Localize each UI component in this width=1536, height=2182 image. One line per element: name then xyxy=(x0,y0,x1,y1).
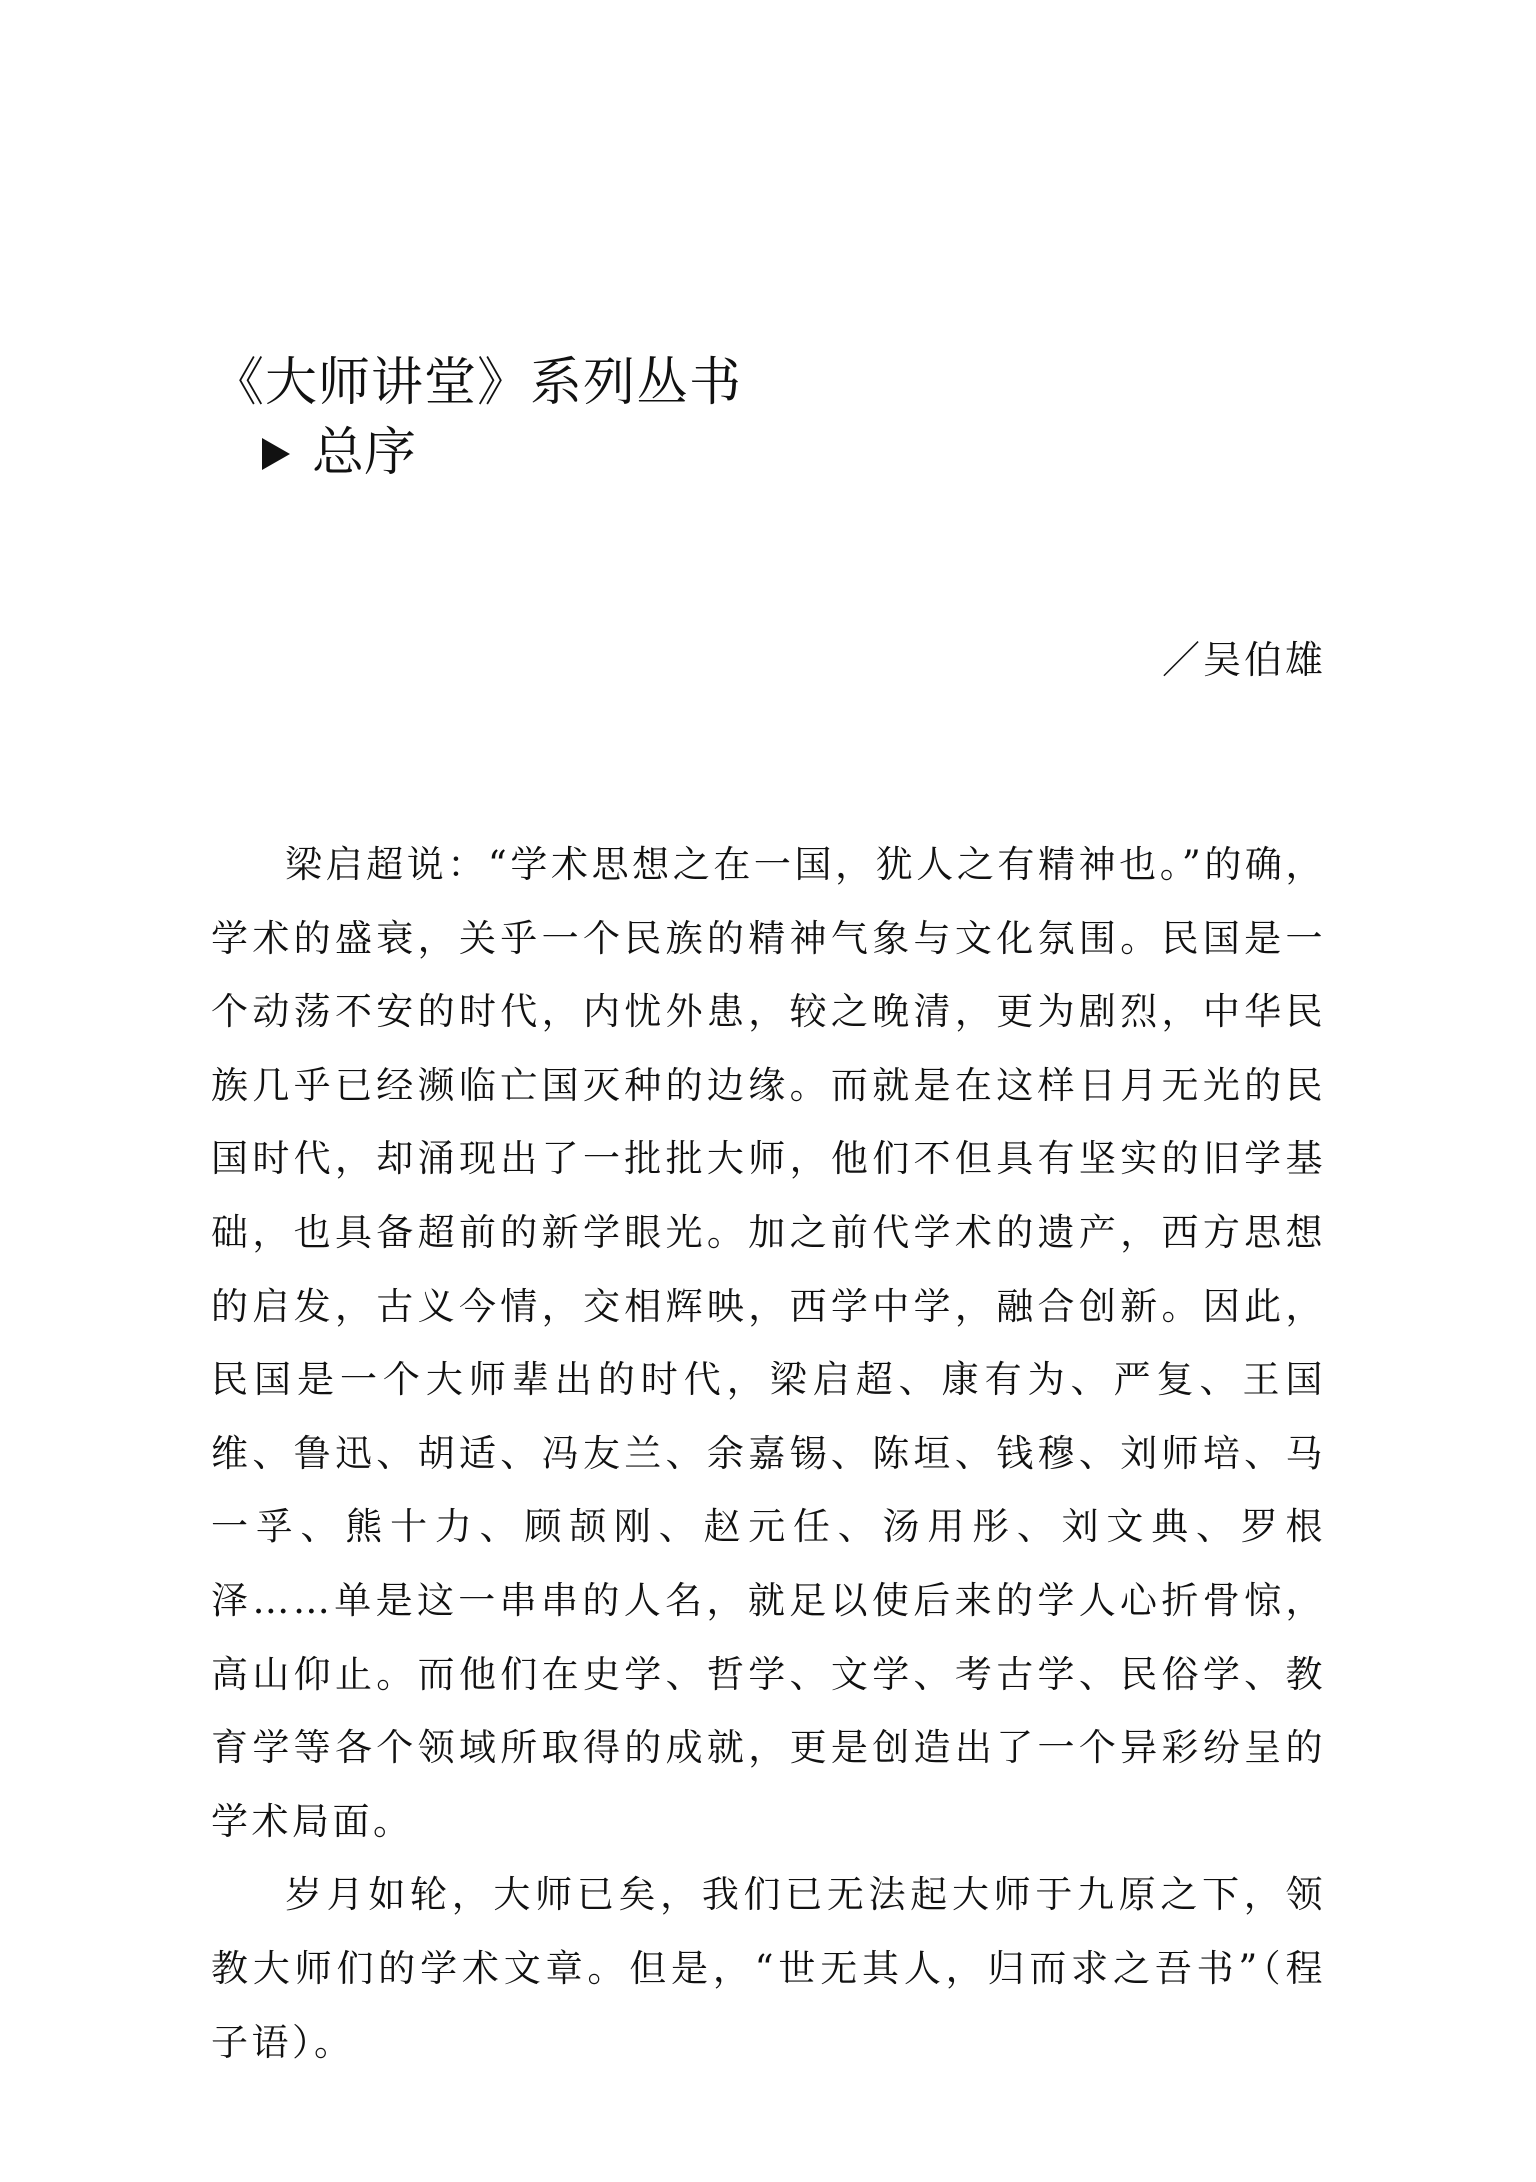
series-title: 《大师讲堂》系列丛书 xyxy=(212,353,743,413)
paragraph: 梁启超说：“学术思想之在一国，犹人之有精神也。”的确，学术的盛衰，关乎一个民族的精神气象与文化氛围。民国是一个动荡不安的时代，内忧外患，较之晚清，更为剧烈，中华民族几乎已经濒临亡国灭种的边缘。而就是在这样日月无光的民国时代，却涌现出了一批批大师，他们不但具有坚实的旧学基础，也具备超前的新学眼光。加之前代学术的遗产，西方思想的启发，古义今情，交相辉映，西学中学，融合创新。因此，民国是一个大师辈出的时代，梁启超、康有为、严复、王国维、鲁迅、胡适、冯友兰、余嘉锡、陈垣、钱穆、刘师培、马一孚、熊十力、顾颉刚、赵元任、汤用彤、刘文典、罗根泽……单是这一串串的人名，就足以使后来的学人心折骨惊，高山仰止。而他们在史学、哲学、文学、考古学、民俗学、教育学等各个领域所取得的成就，更是创造出了一个异彩纷呈的学术局面。 xyxy=(211,843,1326,1843)
body-text xyxy=(211,828,1326,2079)
subtitle-text: 总序 xyxy=(312,423,417,483)
paragraph: 岁月如轮，大师已矣，我们已无法起大师于九原之下，领教大师们的学术文章。但是，“世无其人，归而求之吾书”（程子语）。 xyxy=(211,1873,1326,2064)
author-byline: ／吴伯雄 xyxy=(1161,638,1326,682)
triangle-bullet-icon xyxy=(262,438,290,470)
subtitle xyxy=(262,418,416,488)
